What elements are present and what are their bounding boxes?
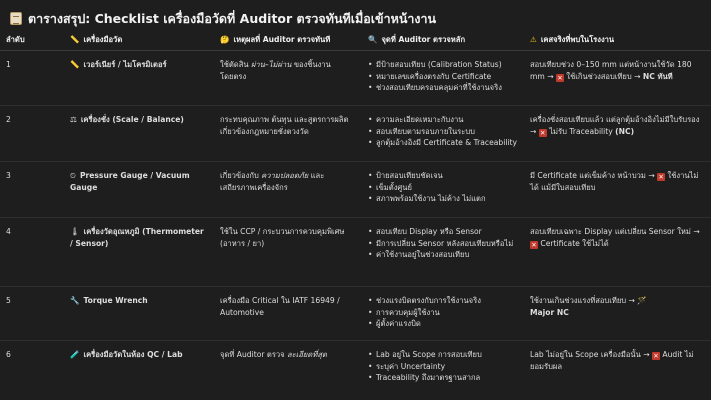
checklist-table — [0, 32, 711, 400]
x-mark-icon: ✕ — [531, 240, 537, 249]
list-item: • ลูกตุ้มอ้างอิงมี Certificate & Traceability — [368, 137, 518, 149]
header-checkpoints: 🔍 จุดที่ Auditor ตรวจหลัก — [362, 32, 524, 50]
row-fact: Lab ไม่อยู่ใน Scope เครื่องมือนั้น → ✕ Audit ไม่ยอมรับผล — [530, 349, 694, 371]
row-no: 1 — [0, 50, 64, 105]
row-fact: สอบเทียบเฉพาะ Display แต่เปลี่ยน Sensor ใหม่ → ✕ Certificate ใช้ไม่ได้ — [524, 217, 711, 286]
list-item: • สภาพพร้อมใช้งาน ไม่ค้าง ไม่แตก — [368, 193, 518, 205]
row-equipment: ⏲ Pressure Gauge / Vacuum Gauge — [64, 161, 214, 217]
row-fact: เครื่องชั่งสอบเทียบแล้ว แต่ลูกตุ้มอ้างอิงไม่มีใบรับรอง → ✕ ไม่รับ Traceability (NC) — [524, 105, 711, 161]
list-item: • Traceability ถึงมาตรฐานสากล — [368, 372, 518, 384]
row-checks — [362, 217, 524, 286]
header-no: ลำดับ — [0, 32, 64, 50]
x-mark-icon: ✕ — [658, 172, 664, 181]
list-item: • ระบุค่า Uncertainty — [368, 361, 518, 373]
row-equipment: 🧪 เครื่องมือวัดในห้อง QC / Lab — [70, 349, 183, 359]
scale-icon: ⚖ — [70, 114, 77, 124]
list-item: • ผู้ตั้งค่าแรงบิด — [368, 318, 518, 330]
page-title — [10, 9, 700, 28]
warning-icon: ⚠ — [530, 35, 537, 44]
row-reason: เครื่องมือ Critical ใน IATF 16949 / Automotive — [214, 286, 362, 340]
row-reason: ใช้ใน CCP / กระบวนการควบคุมพิเศษ (อาหาร / ยา) — [214, 217, 362, 286]
row-no: 6 — [6, 349, 11, 359]
x-mark-icon: ✕ — [540, 128, 546, 137]
row-equipment: 📏 เวอร์เนียร์ / ไมโครมิเตอร์ — [64, 50, 214, 105]
table-row — [0, 286, 711, 340]
document-icon — [10, 12, 22, 25]
row-checks — [362, 105, 524, 161]
magnifier-icon: 🔍 — [368, 35, 378, 44]
row-equipment: 🌡 เครื่องวัดอุณหภูมิ (Thermometer / Sensor) — [64, 217, 214, 286]
row-checks — [362, 50, 524, 105]
header-equipment: 📏 เครื่องมือวัด — [64, 32, 214, 50]
header-facts: ⚠ เคสจริงที่พบในโรงงาน — [524, 32, 711, 50]
x-mark-icon: ✕ — [653, 351, 659, 360]
list-item: • ช่วงแรงบิดตรงกับการใช้งานจริง — [368, 295, 518, 307]
row-reason: กระทบคุณภาพ ต้นทุน และสูตรการผลิต เกี่ยวข้องกฎหมายชั่งตวงวัด — [214, 105, 362, 161]
thinking-face-icon: 🤔 — [220, 35, 230, 44]
table-header-row — [0, 32, 711, 50]
table-row — [0, 105, 711, 161]
list-item: • สอบเทียบ Display หรือ Sensor — [368, 226, 518, 238]
list-item: • ช่วงสอบเทียบครอบคลุมค่าที่ใช้งานจริง — [368, 82, 518, 94]
row-fact: มี Certificate แต่เข็มค้าง หน้าบวม → ✕ ใช้งานไม่ได้ แม้มีใบสอบเทียบ — [524, 161, 711, 217]
row-equipment: ⚖ เครื่องชั่ง (Scale / Balance) — [64, 105, 214, 161]
list-item: • สอบเทียบตามรอบภายในระบบ — [368, 126, 518, 138]
table-row — [0, 217, 711, 286]
list-item: • เข็มตั้งศูนย์ — [368, 182, 518, 194]
row-no: 3 — [0, 161, 64, 217]
ruler-icon: 📏 — [70, 59, 80, 69]
wrench-icon: 🔧 — [70, 295, 80, 305]
page-title-text: ตารางสรุป: Checklist เครื่องมือวัดที่ Auditor ตรวจทันทีเมื่อเข้าหน้างาน — [28, 11, 437, 26]
row-reason: ใช้ตัดสิน ผ่าน–ไม่ผ่าน ของชิ้นงานโดยตรง — [214, 50, 362, 105]
row-checks — [362, 286, 524, 340]
row-no: 4 — [0, 217, 64, 286]
x-mark-icon: ✕ — [557, 73, 563, 82]
table-row — [0, 161, 711, 217]
header-reason: 🤔 เหตุผลที่ Auditor ตรวจทันที — [214, 32, 362, 50]
table-row — [0, 340, 711, 400]
test-tube-icon: 🧪 — [70, 349, 80, 359]
row-no: 2 — [0, 105, 64, 161]
row-fact: สอบเทียบช่วง 0–150 mm แต่หน้างานใช้วัด 180 mm → ✕ ใช้เกินช่วงสอบเทียบ → NC ทันที — [524, 50, 711, 105]
list-item: • ความละเอียดเหมาะกับงาน — [368, 114, 518, 126]
row-reason: จุดที่ Auditor ตรวจ ละเอียดที่สุด — [220, 349, 327, 359]
list-item: • หมายเลขเครื่องตรงกับ Certificate — [368, 71, 518, 83]
row-reason: เกี่ยวข้องกับ ความปลอดภัย และเสถียรภาพเครื่องจักร — [214, 161, 362, 217]
table-row — [0, 50, 711, 105]
gauge-icon: ⏲ — [70, 170, 76, 180]
list-item: • ป้ายสอบเทียบชัดเจน — [368, 170, 518, 182]
thermometer-icon: 🌡 — [70, 226, 80, 236]
list-item: • มีการเปลี่ยน Sensor หลังสอบเทียบหรือไม่ — [368, 238, 518, 250]
row-fact: ใช้งานเกินช่วงแรงที่สอบเทียบ → 🪄 Major NC — [524, 286, 711, 340]
ruler-icon: 📏 — [70, 35, 80, 44]
row-checks — [362, 161, 524, 217]
list-item: • การควบคุมผู้ใช้งาน — [368, 307, 518, 319]
magic-wand-icon: 🪄 — [637, 295, 647, 305]
list-item: • มีป้ายสอบเทียบ (Calibration Status) — [368, 59, 518, 71]
row-equipment: 🔧 Torque Wrench — [64, 286, 214, 340]
list-item: • Lab อยู่ใน Scope การสอบเทียบ — [368, 349, 518, 361]
row-checks — [362, 340, 524, 400]
row-no: 5 — [0, 286, 64, 340]
list-item: • ค่าใช้งานอยู่ในช่วงสอบเทียบ — [368, 249, 518, 261]
